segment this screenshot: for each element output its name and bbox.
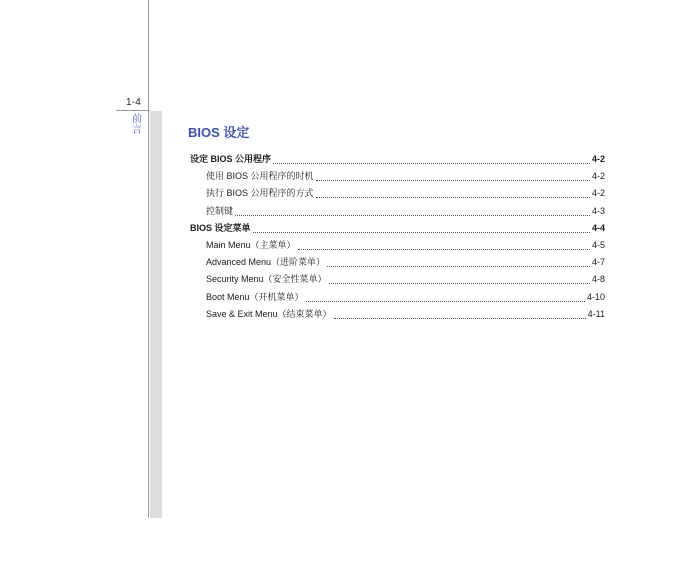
margin-rule — [148, 0, 149, 518]
toc-entry[interactable] — [190, 221, 605, 238]
toc-entry[interactable] — [190, 186, 605, 203]
toc-entry[interactable] — [190, 238, 605, 255]
toc-entry-page: 4-2 — [591, 188, 605, 199]
side-bar — [150, 111, 162, 518]
page-number: 1-4 — [126, 97, 142, 108]
toc-entry-label: Save & Exit Menu（结束菜单） — [206, 308, 332, 319]
toc-entry-label: 使用 BIOS 公用程序的时机 — [206, 171, 314, 182]
table-of-contents — [190, 152, 605, 324]
toc-leader-dots — [253, 232, 590, 233]
toc-leader-dots — [273, 163, 590, 164]
toc-entry-label: Main Menu（主菜单） — [206, 239, 296, 250]
toc-entry[interactable] — [190, 255, 605, 272]
toc-entry-page: 4-11 — [587, 308, 605, 319]
toc-entry[interactable] — [190, 290, 605, 307]
toc-leader-dots — [327, 266, 590, 267]
side-label-char: 言 — [132, 125, 142, 136]
toc-entry-label: 控制键 — [206, 205, 234, 216]
toc-entry-page: 4-4 — [591, 222, 605, 233]
toc-leader-dots — [329, 283, 590, 284]
toc-leader-dots — [316, 197, 590, 198]
toc-entry-page: 4-5 — [591, 239, 605, 250]
toc-entry-page: 4-7 — [591, 257, 605, 268]
toc-entry-page: 4-2 — [591, 154, 605, 164]
toc-entry[interactable] — [190, 204, 605, 221]
toc-entry[interactable] — [190, 272, 605, 289]
toc-entry[interactable] — [190, 169, 605, 186]
side-label-char: 前 — [132, 114, 142, 125]
toc-entry-label: BIOS 设定菜单 — [190, 222, 251, 233]
toc-entry-page: 4-10 — [586, 291, 605, 302]
toc-entry-page: 4-3 — [591, 205, 605, 216]
toc-leader-dots — [316, 180, 590, 181]
toc-entry-page: 4-2 — [591, 171, 605, 182]
toc-leader-dots — [334, 318, 586, 319]
toc-entry-label: Advanced Menu（进阶菜单） — [206, 257, 326, 268]
toc-entry-label: Security Menu（安全性菜单） — [206, 274, 327, 285]
toc-entry[interactable] — [190, 307, 605, 324]
toc-leader-dots — [235, 215, 590, 216]
toc-entry-page: 4-8 — [591, 274, 605, 285]
page-number-rule — [116, 110, 150, 111]
toc-entry[interactable] — [190, 152, 605, 169]
toc-entry-label: 执行 BIOS 公用程序的方式 — [206, 188, 314, 199]
toc-entry-label: 设定 BIOS 公用程序 — [190, 154, 272, 164]
toc-leader-dots — [298, 249, 590, 250]
toc-leader-dots — [306, 301, 585, 302]
toc-entry-label: Boot Menu（开机菜单） — [206, 291, 304, 302]
page-title: BIOS 设定 — [188, 125, 250, 140]
chapter-side-label — [131, 114, 143, 136]
